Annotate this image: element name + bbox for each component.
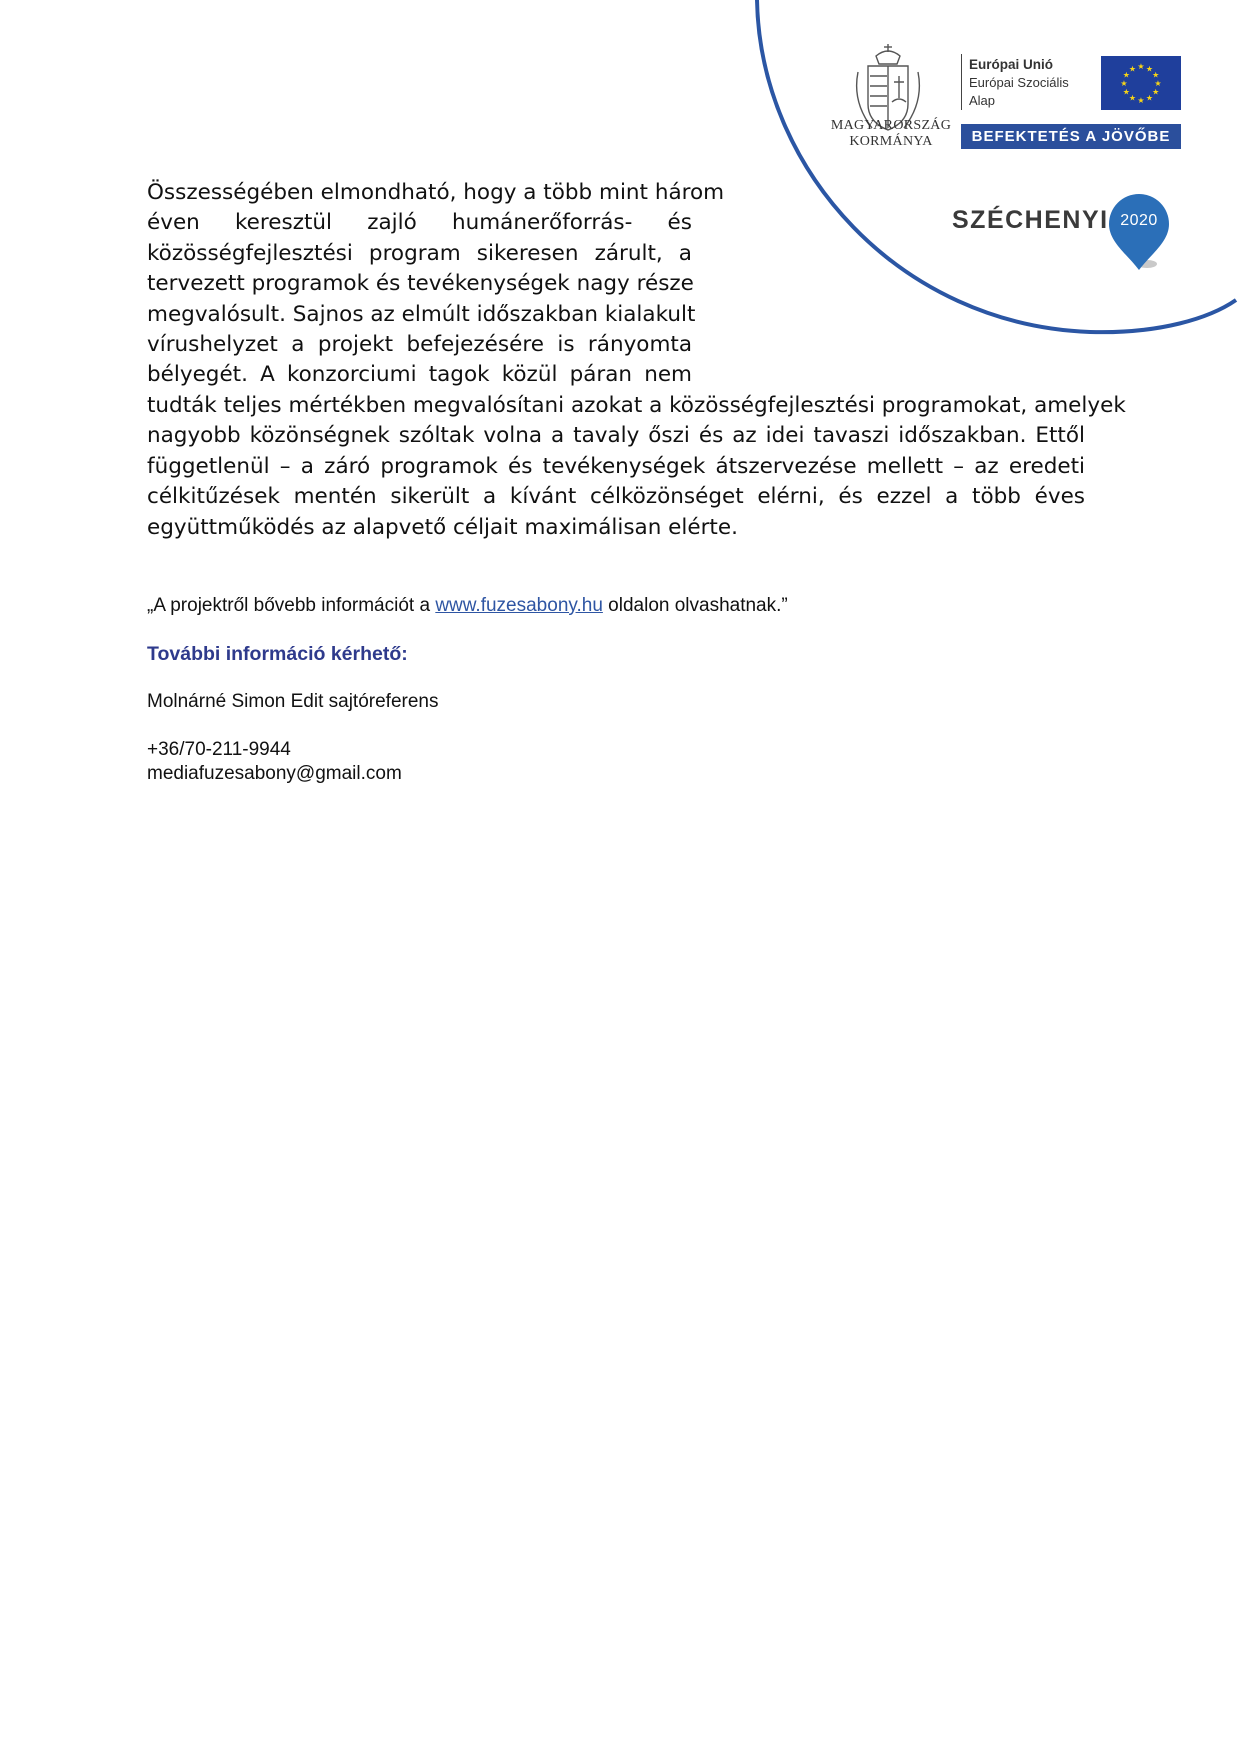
body-line: vírushelyzet a projekt befejezésére is rányomta xyxy=(147,331,692,357)
body-line: együttműködés az alapvető céljait maximálisan elérte. xyxy=(147,514,738,540)
body-line: közösségfejlesztési program sikeresen zárult, a xyxy=(147,240,692,266)
eu-flag-icon xyxy=(1101,56,1181,110)
body-line: nagyobb közönségnek szóltak volna a tavaly őszi és az idei tavaszi időszakban. Ettől xyxy=(147,423,1085,449)
eu-star-icon: ★ xyxy=(1152,87,1160,97)
eu-star-icon: ★ xyxy=(1120,79,1128,88)
eu-logo-divider xyxy=(961,54,962,110)
body-line: Összességében elmondható, hogy a több mint három xyxy=(147,180,725,205)
szechenyi-year: 2020 xyxy=(1120,212,1158,229)
body-line: éven keresztül zajló humánerőforrás- és xyxy=(147,210,692,236)
body-line: tudták teljes mértékben megvalósítani azokat a közösségfejlesztési programokat, amelyek xyxy=(147,393,1126,418)
eu-star-icon: ★ xyxy=(1145,93,1154,103)
body-paragraph-wide xyxy=(147,391,1126,543)
body-paragraph-narrow xyxy=(147,178,725,391)
eu-star-icon: ★ xyxy=(1122,70,1130,80)
body-line: célkitűzések mentén sikerült a kívánt célközönséget elérni, és ezzel a több éves xyxy=(147,484,1085,510)
szechenyi-pin-icon xyxy=(1105,192,1173,272)
contact-name: Molnárné Simon Edit sajtóreferens xyxy=(147,691,439,712)
body-line: bélyegét. A konzorciumi tagok közül páran nem xyxy=(147,362,692,388)
body-line: függetlenül – a záró programok és tevékenységek átszervezése mellett – az eredeti xyxy=(147,453,1085,479)
eu-star-icon: ★ xyxy=(1145,64,1154,74)
investment-banner: BEFEKTETÉS A JÖVŐBE xyxy=(961,124,1181,149)
eu-star-icon: ★ xyxy=(1122,87,1130,97)
eu-star-icon: ★ xyxy=(1128,93,1137,103)
quote-text-after: oldalon olvashatnak.” xyxy=(602,595,788,616)
project-website-link[interactable]: www.fuzesabony.hu xyxy=(435,595,603,616)
eu-star-icon: ★ xyxy=(1154,79,1162,88)
gov-logo-line1: MAGYARORSZÁG xyxy=(830,118,952,133)
project-info-quote xyxy=(147,595,788,617)
eu-logo-line1: Európai Unió xyxy=(969,57,1053,72)
eu-star-icon: ★ xyxy=(1152,70,1160,80)
eu-logo-text xyxy=(969,56,1069,110)
body-line: tervezett programok és tevékenységek nagy része xyxy=(147,271,694,297)
eu-logo-line3: Alap xyxy=(969,93,996,108)
contact-email: mediafuzesabony@gmail.com xyxy=(147,763,402,784)
contact-phone: +36/70-211-9944 xyxy=(147,739,291,760)
gov-logo-text xyxy=(830,118,952,150)
eu-star-icon: ★ xyxy=(1137,62,1145,71)
body-line: megvalósult. Sajnos az elmúlt időszakban kialakult xyxy=(147,301,696,327)
quote-text-before: „A projektről bővebb információt a xyxy=(147,595,436,616)
gov-logo-line2: KORMÁNYA xyxy=(849,134,933,149)
eu-star-icon: ★ xyxy=(1128,64,1137,74)
eu-logo-line2: Európai Szociális xyxy=(969,75,1069,90)
szechenyi-logo-text: SZÉCHENYI xyxy=(952,206,1109,234)
eu-star-icon: ★ xyxy=(1137,96,1145,105)
contact-heading: További információ kérhető: xyxy=(147,643,408,665)
